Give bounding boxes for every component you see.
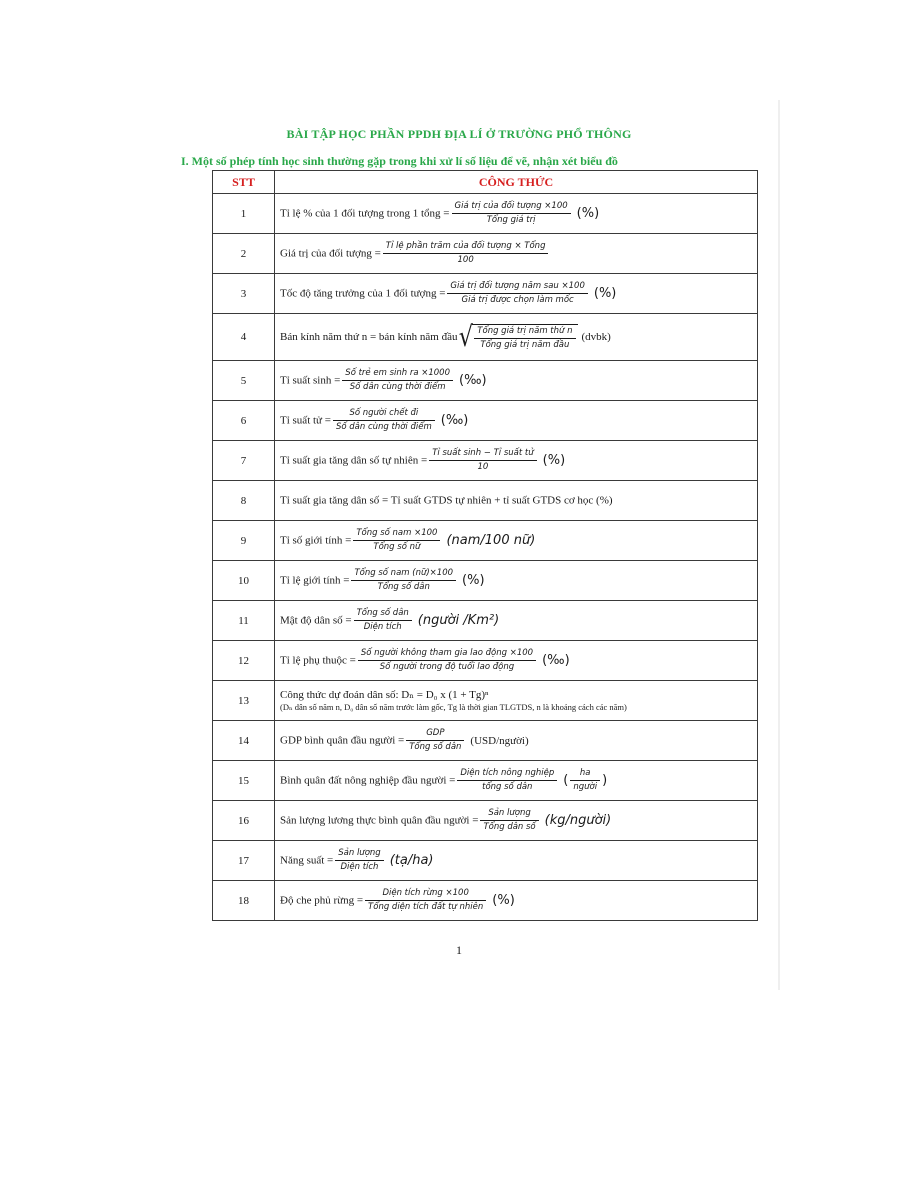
formula-cell	[275, 601, 758, 641]
row-number: 18	[213, 881, 275, 921]
unit-label: (%)	[542, 453, 566, 468]
formula-cell	[275, 274, 758, 314]
row-number: 17	[213, 841, 275, 881]
radical-sign: √	[459, 320, 474, 353]
fraction	[351, 568, 456, 593]
row-number: 11	[213, 601, 275, 641]
numerator: Tổng số nam ×100	[353, 528, 440, 541]
denominator: Số dân cùng thời điểm	[349, 382, 446, 392]
table-row	[213, 761, 758, 801]
formula-cell	[275, 681, 758, 721]
row-number: 4	[213, 314, 275, 361]
formula-label: Năng suất =	[280, 854, 334, 867]
fraction	[480, 808, 538, 833]
formula-label: Tỉ suất gia tăng dân số = Tỉ suất GTDS tự nhiên + tỉ suất GTDS cơ học (%)	[280, 494, 613, 507]
numerator: Sản lượng	[335, 848, 383, 861]
table-header-row	[213, 171, 758, 194]
unit-label: (kg/người)	[544, 813, 612, 828]
row-number: 16	[213, 801, 275, 841]
fraction	[474, 326, 575, 351]
denominator: người	[573, 782, 598, 792]
denominator: Tổng số dân	[377, 582, 430, 592]
numerator: Tỉ lệ phần trăm của đối tượng × Tổng	[383, 241, 549, 254]
numerator: Tổng số dân	[354, 608, 412, 621]
denominator: Diện tích	[340, 862, 379, 872]
table-row	[213, 561, 758, 601]
formula-table	[212, 170, 758, 921]
unit-label: (‰)	[542, 653, 570, 668]
numerator: Tỉ suất sinh − Tỉ suất tử	[429, 448, 536, 461]
unit-label: (%)	[576, 206, 600, 221]
formula-cell	[275, 361, 758, 401]
formula-label: Tỉ lệ giới tính =	[280, 574, 350, 587]
unit-label: (tạ/ha)	[389, 853, 434, 868]
fraction	[353, 528, 440, 553]
unit-label: (USD/người)	[470, 734, 529, 747]
formula-label: Sản lượng lương thực bình quân đầu người =	[280, 814, 479, 827]
formula-cell	[275, 721, 758, 761]
page-edge	[778, 100, 780, 990]
table-row	[213, 361, 758, 401]
denominator: 10	[477, 462, 489, 472]
numerator: Giá trị của đối tượng ×100	[452, 201, 571, 214]
table-row	[213, 641, 758, 681]
formula-label: Tốc độ tăng trưởng của 1 đối tượng =	[280, 287, 446, 300]
numerator: Tổng giá trị năm thứ n	[474, 326, 575, 339]
formula-label: Tỉ suất sinh =	[280, 374, 341, 387]
numerator: GDP	[406, 728, 464, 741]
table-row	[213, 521, 758, 561]
row-number: 15	[213, 761, 275, 801]
table-row	[213, 234, 758, 274]
unit-label: (nam/100 nữ)	[446, 533, 536, 548]
denominator: Số dân cùng thời điểm	[335, 422, 432, 432]
numerator: Sản lượng	[480, 808, 538, 821]
table-row	[213, 601, 758, 641]
numerator: Số người không tham gia lao động ×100	[358, 648, 536, 661]
denominator: Tổng giá trị	[486, 215, 536, 225]
formula-label: Bán kính năm thứ n = bán kính năm đầu	[280, 331, 458, 343]
numerator: Diện tích nông nghiệp	[457, 768, 557, 781]
formula-cell	[275, 441, 758, 481]
document-title: BÀI TẬP HỌC PHẦN PPDH ĐỊA LÍ Ở TRƯỜNG PHỔ THÔNG	[286, 127, 632, 141]
formula-cell	[275, 401, 758, 441]
fraction	[452, 201, 571, 226]
row-number: 14	[213, 721, 275, 761]
denominator: Tổng số nữ	[373, 542, 421, 552]
table-row	[213, 441, 758, 481]
header-stt: STT	[213, 171, 275, 194]
table-row	[213, 721, 758, 761]
fraction	[365, 888, 486, 913]
formula-label: Giá trị của đối tượng =	[280, 247, 381, 260]
unit-fraction-inner	[570, 768, 600, 793]
formula-cell	[275, 314, 758, 361]
table-row	[213, 194, 758, 234]
formula-label: Công thức dự đoán dân số: Dₙ = D₀ x (1 + Tg)ⁿ	[280, 689, 489, 701]
header-formula: CÔNG THỨC	[275, 171, 758, 194]
unit-label: (người /Km²)	[417, 613, 500, 628]
row-number: 5	[213, 361, 275, 401]
formula-cell	[275, 194, 758, 234]
table-row	[213, 881, 758, 921]
denominator: Tổng dân số	[483, 822, 536, 832]
unit-label: (‰)	[459, 373, 487, 388]
row-number: 2	[213, 234, 275, 274]
table-row	[213, 401, 758, 441]
row-number: 3	[213, 274, 275, 314]
unit-fraction: ( $\frac{ha}{\text{người}}$ )	[563, 768, 608, 792]
row-number: 13	[213, 681, 275, 721]
row-number: 12	[213, 641, 275, 681]
row-number: 1	[213, 194, 275, 234]
unit-label: (%)	[593, 286, 617, 301]
numerator: ha	[570, 768, 600, 781]
formula-cell	[275, 881, 758, 921]
denominator: 100	[457, 255, 474, 265]
fraction	[457, 768, 557, 793]
fraction	[447, 281, 587, 306]
row-number: 8	[213, 481, 275, 521]
row-number: 6	[213, 401, 275, 441]
row-number: 9	[213, 521, 275, 561]
fraction	[342, 368, 453, 393]
formula-label: Tỉ suất gia tăng dân số tự nhiên =	[280, 454, 428, 467]
formula-cell	[275, 761, 758, 801]
table-row	[213, 841, 758, 881]
table-row	[213, 801, 758, 841]
formula-cell	[275, 641, 758, 681]
formula-label: Tỉ số giới tính =	[280, 534, 352, 547]
fraction	[383, 241, 549, 266]
numerator: Giá trị đối tượng năm sau ×100	[447, 281, 587, 294]
numerator: Tổng số nam (nữ)×100	[351, 568, 456, 581]
denominator: Tổng diện tích đất tự nhiên	[368, 902, 484, 912]
denominator: Số người trong độ tuổi lao động	[379, 662, 515, 672]
section-heading: I. Một số phép tính học sinh thường gặp trong khi xử lí số liệu để vẽ, nhận xét biểu đồ	[181, 154, 618, 168]
unit-label: (%)	[492, 893, 515, 908]
formula-cell	[275, 841, 758, 881]
formula-cell	[275, 561, 758, 601]
fraction	[429, 448, 536, 473]
fraction	[354, 608, 412, 633]
denominator: tổng số dân	[482, 782, 533, 792]
formula-label: Tỉ suất tử =	[280, 414, 331, 427]
numerator: Diện tích rừng ×100	[365, 888, 486, 901]
denominator: Tổng giá trị năm đầu	[480, 339, 570, 350]
formula-label: Tỉ lệ phụ thuộc =	[280, 654, 356, 667]
formula-cell	[275, 234, 758, 274]
table-row	[213, 314, 758, 361]
formula-label: Bình quân đất nông nghiệp đầu người =	[280, 774, 456, 787]
formula-label: GDP bình quân đầu người =	[280, 734, 405, 747]
fraction	[358, 648, 536, 673]
radicand	[472, 324, 577, 351]
formula-cell	[275, 481, 758, 521]
formula-label: Tỉ lệ % của 1 đối tượng trong 1 tổng =	[280, 207, 450, 220]
unit-label: (‰)	[440, 413, 469, 428]
denominator: Giá trị được chọn làm mốc	[461, 295, 574, 305]
page-number: 1	[456, 943, 462, 957]
fraction	[333, 408, 435, 433]
table-row	[213, 681, 758, 721]
unit-label: (%)	[462, 573, 485, 588]
formula-label: Mật độ dân số =	[280, 614, 352, 627]
formula-cell	[275, 521, 758, 561]
unit-label: (dvbk)	[581, 331, 611, 343]
fraction	[335, 848, 383, 873]
numerator: Số trẻ em sinh ra ×1000	[342, 368, 453, 381]
formula-label: Độ che phủ rừng =	[280, 894, 364, 907]
table-row	[213, 481, 758, 521]
square-root	[457, 320, 577, 353]
formula-note: (Dₙ dân số năm n, D₀ dân số năm trước làm gốc, Tg là thời gian TLGTDS, n là khoảng cách các năm)	[280, 702, 627, 712]
formula-cell	[275, 801, 758, 841]
table-row	[213, 274, 758, 314]
denominator: Diện tích	[363, 622, 402, 632]
numerator: Số người chết đi	[333, 408, 435, 421]
fraction	[406, 728, 464, 753]
row-number: 10	[213, 561, 275, 601]
row-number: 7	[213, 441, 275, 481]
denominator: Tổng số dân	[409, 742, 462, 752]
